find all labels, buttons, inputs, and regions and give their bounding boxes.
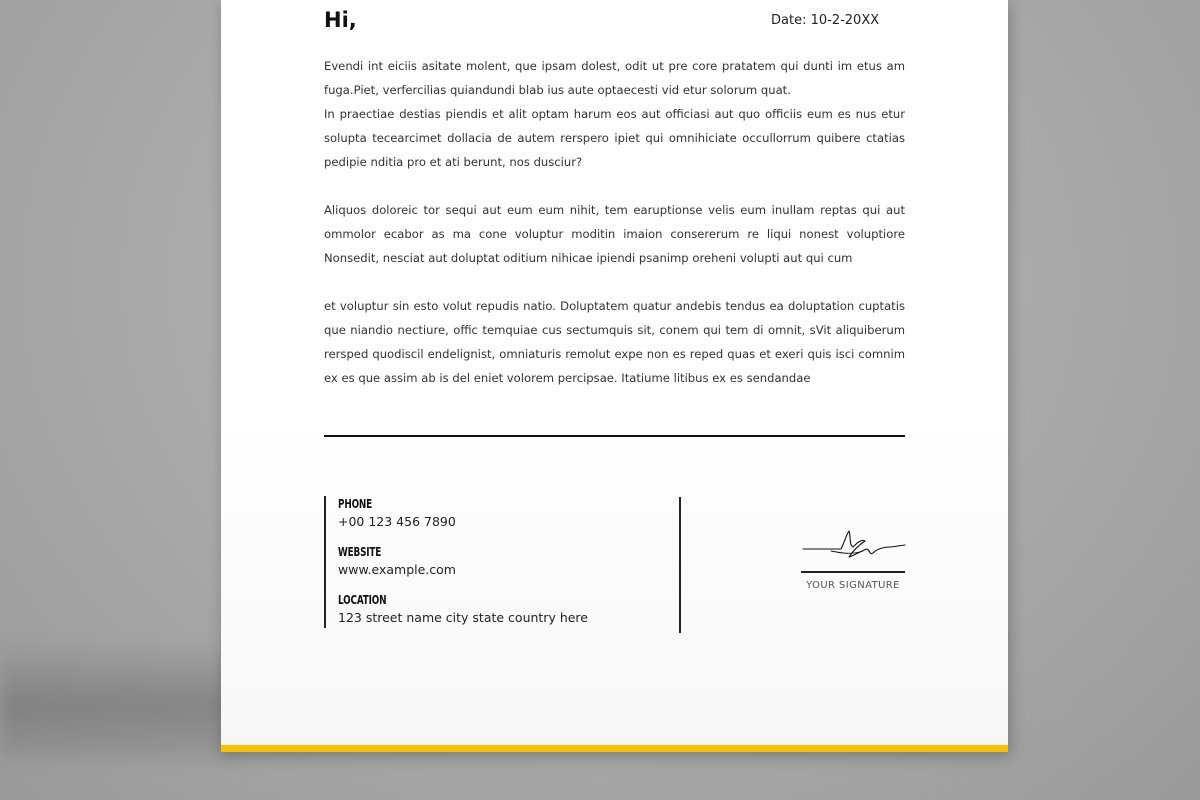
- signature-scribble: [801, 525, 906, 565]
- contact-divider: [679, 497, 681, 633]
- body-paragraph: In praectiae destias piendis et alit optam harum eos aut officiasi aut quo officiis eum es nus etur solupta tecearcimet dollacia de autem rerspero ipiet qui omnihiciate occullorrum quibere ctatias pedipie nditia pro et ati berunt, nos dusciur?: [324, 107, 905, 169]
- location-value: 123 street name city state country here: [338, 610, 588, 625]
- phone-value: +00 123 456 7890: [338, 514, 456, 529]
- body-paragraph: Aliquos doloreic tor sequi aut eum eum nihit, tem earuptionse velis eum inullam reptas qui aut ommolor ecabor as ma cone voluptur moditin imaion consererum re liqui nonest voluptiore Nonsedit, nesciat aut doluptat oditium nihicae ipiendi psanimp oreheni volupti aut qui cum: [324, 203, 905, 265]
- signature-line: [801, 571, 905, 573]
- greeting-heading: Hi,: [324, 8, 357, 32]
- footer-divider: [324, 435, 905, 437]
- phone-group: [338, 496, 680, 532]
- website-value: www.example.com: [338, 562, 456, 577]
- phone-label: PHONE: [338, 497, 373, 511]
- signature-caption: YOUR SIGNATURE: [806, 580, 900, 591]
- website-label: WEBSITE: [338, 545, 382, 559]
- location-group: [338, 592, 680, 628]
- accent-bar: [221, 745, 1008, 752]
- body-paragraph: et voluptur sin esto volut repudis natio. Doluptatem quatur andebis tendus ea doluptation cuptatis que niandio nectiure, offic temquiae cus sectumquis sit, conem qui tem di omnit, sVit aliquiberum rersped quodiscil endelignist, omniaturis remolut expe non es reped quas et exeri quis isci comnim ex es que assim ab is del eniet volorem percipsae. Itatiume litibus ex es sendandae: [324, 299, 905, 385]
- letter-date: Date: 10-2-20XX: [771, 13, 880, 28]
- contact-info: [324, 496, 680, 628]
- signature-block: [801, 525, 906, 600]
- website-group: [338, 544, 680, 580]
- letterhead-page: [221, 0, 1008, 752]
- body-paragraph: Evendi int eiciis asitate molent, que ipsam dolest, odit ut pre core pratatem qui dunti im etus am fuga.Piet, verfercilias quiandundi blab ius aute optaecesti vid etur solorum quat.: [324, 59, 905, 97]
- letter-body: [324, 54, 905, 414]
- paper-shadow: [0, 640, 235, 760]
- location-label: LOCATION: [338, 593, 387, 607]
